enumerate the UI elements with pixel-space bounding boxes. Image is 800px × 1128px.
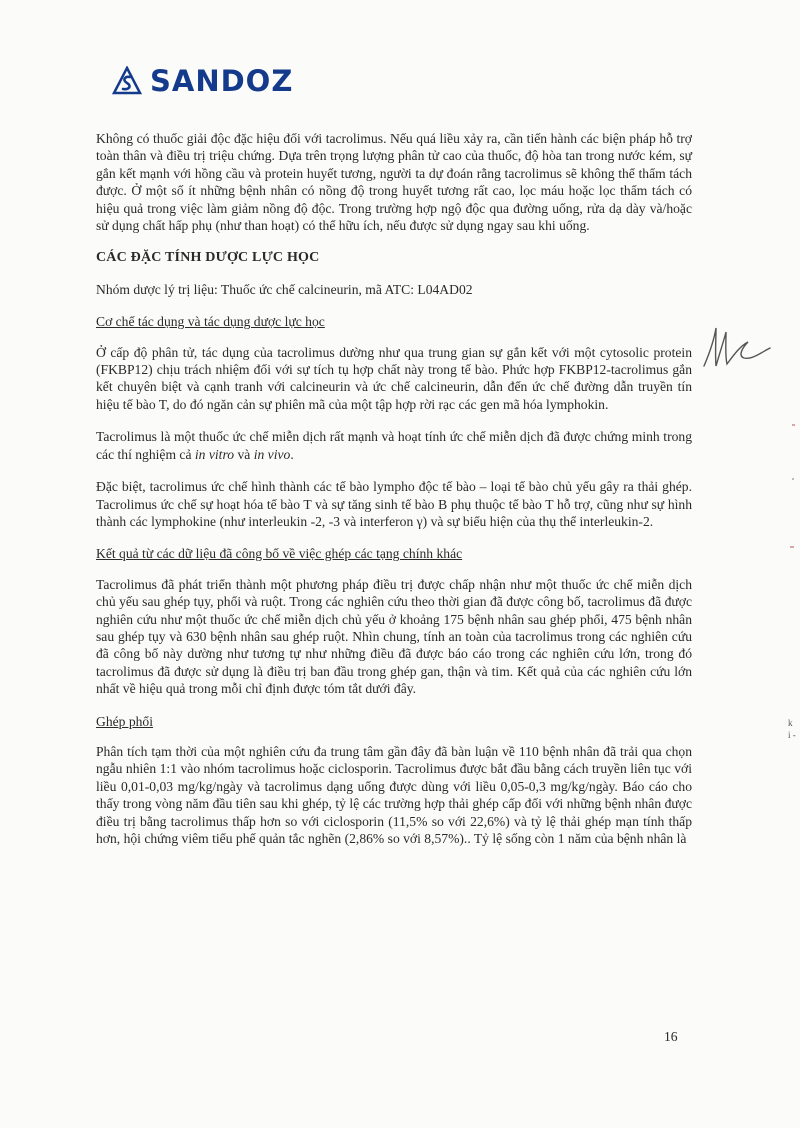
document-body (96, 130, 692, 862)
lymphocyte-paragraph: Đặc biệt, tacrolimus ức chế hình thành các tế bào lympho độc tế bào – loại tế bào chủ yếu gây ra thải ghép. Tacrolimus ức chế sự hoạt hóa tế bào T và sự tăng sinh tế bào B phụ thuộc tế bào T hỗ trợ, cũng như sự hình thành các lymphokine (như interleukin -2, -3 và interferon γ) và sự biểu hiện của thụ thể interleukin-2. (96, 479, 692, 529)
immunosuppression-paragraph: Tacrolimus là một thuốc ức chế miễn dịch rất mạnh và hoạt tính ức chế miễn dịch đã được chứng minh trong các thí nghiệm cả in vitro và in vivo. (96, 429, 692, 462)
mechanism-paragraph: Ở cấp độ phân tử, tác dụng của tacrolimus dường như qua trung gian sự gắn kết với một cytosolic protein (FKBP12) chịu trách nhiệm đối với sự tích tụ hợp chất này trong tế bào. Phức hợp FKBP12-tacrolimus gắn kết chuyên biệt và cạnh tranh với calcineurin và ức chế calcineurin, dẫn đến ức chế đường dẫn truyền tín hiệu tế bào T, do đó ngăn cản sự phiên mã của một tập hợp rời rạc các gen mã hóa lymphokin. (96, 344, 692, 412)
lung-transplant-paragraph: Phân tích tạm thời của một nghiên cứu đa trung tâm gần đây đã bàn luận về 110 bệnh nhân đã trải qua chọn ngẫu nhiên 1:1 vào nhóm tacrolimus hoặc ciclosporin. Tacrolimus được bắt đầu bằng cách truyền liên tục với liều 0,01-0,03 mg/kg/ngày và tacrolimus dạng uống được dùng với liều 0,05-0,3 mg/kg/ngày. Báo cáo cho thấy trong vòng năm đầu tiên sau khi ghép, tỷ lệ các trường hợp thải ghép cấp đối với những bệnh nhân được điều trị bằng tacrolimus thấp hơn so với ciclosporin (11,5% so với 22,6%) và tỷ lệ thải ghép mạn tính thấp hơn, hội chứng viêm tiểu phế quản tắc nghẽn (2,86% so với 8,57%).. Tỷ lệ sống còn 1 năm của bệnh nhân là (96, 743, 692, 846)
sandoz-logo (112, 64, 293, 98)
brand-name: SANDOZ (150, 64, 294, 98)
scan-speck (790, 546, 794, 548)
overdose-paragraph: Không có thuốc giải độc đặc hiệu đối với tacrolimus. Nếu quá liều xảy ra, cần tiến hành các biện pháp hỗ trợ toàn thân và điều trị triệu chứng. Dựa trên trọng lượng phân tử cao của thuốc, độ hòa tan trong nước kém, sự gắn kết mạnh với hồng cầu và protein huyết tương, người ta dự đoán rằng tacrolimus sẽ không thể thẩm tách được. Ở một số ít những bệnh nhân có nồng độ trong huyết tương rất cao, lọc máu hoặc lọc thẩm tách có hiệu quả trong việc làm giảm nồng độ độc. Trong trường hợp ngộ độc qua đường uống, rửa dạ dày và/hoặc sử dụng chất hấp phụ (như than hoạt) có thể hữu ích, nếu được sử dụng ngay sau khi uống. (96, 131, 692, 234)
margin-mark-1: k (788, 718, 793, 728)
page-number: 16 (664, 1029, 678, 1044)
atc-code-paragraph: Nhóm dược lý trị liệu: Thuốc ức chế calcineurin, mã ATC: L04AD02 (96, 281, 473, 297)
subheading-mechanism: Cơ chế tác dụng và tác dụng dược lực học (96, 314, 325, 330)
section-heading: CÁC ĐẶC TÍNH DƯỢC LỰC HỌC (96, 250, 320, 266)
subheading-lung-transplant: Ghép phổi (96, 713, 154, 729)
scan-speck (792, 478, 794, 480)
margin-mark-2: i - (788, 730, 796, 740)
subheading-other-transplants: Kết quả từ các dữ liệu đã công bố về việc ghép các tạng chính khác (96, 546, 463, 562)
other-transplants-paragraph: Tacrolimus đã phát triển thành một phương pháp điều trị được chấp nhận như một thuốc ức chế miễn dịch chủ yếu sau ghép tụy, phổi và ruột. Trong các nghiên cứu theo thời gian đã được công bố, tacrolimus đã được nghiên cứu như một thuốc ức chế miễn dịch chủ yếu ở khoảng 175 bệnh nhân sau ghép phổi, 475 bệnh nhân sau ghép tụy và 630 bệnh nhân sau ghép ruột. Nhìn chung, tính an toàn của tacrolimus trong các nghiên cứu đã công bố này dường như tương tự như những điều đã được báo cáo trong các nghiên cứu lớn, trong đó tacrolimus đã được sử dụng là điều trị ban đầu trong ghép gan, thận và tim. Kết quả của các nghiên cứu lớn nhất về hiệu quả trong mỗi chỉ định được tóm tắt dưới đây. (96, 576, 692, 697)
scan-speck (792, 424, 795, 426)
handwritten-initials-icon (700, 322, 774, 372)
sandoz-logo-icon (112, 66, 142, 96)
